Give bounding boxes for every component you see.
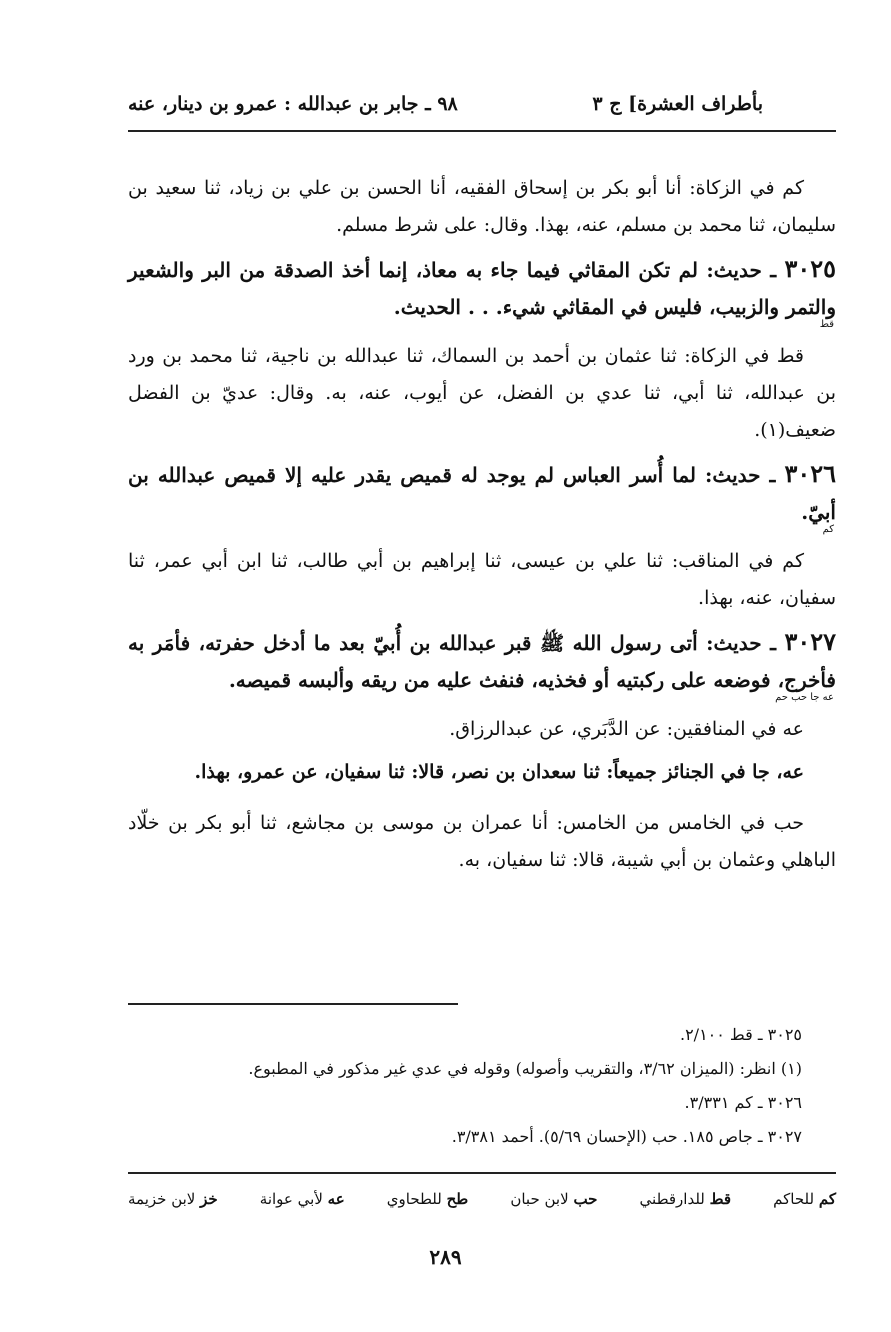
header-chapter-title: ٩٨ ـ جابر بن عبدالله : عمرو بن دينار، عنه	[128, 93, 458, 115]
hadith-siglum: كم	[822, 524, 834, 535]
hadith-siglum: قط	[819, 319, 834, 330]
footnotes	[128, 1018, 836, 1154]
header-volume-title: بأطراف العشرة] ج ٣	[592, 93, 763, 115]
paragraph-5: عه، جا في الجنائز جميعاً: ثنا سعدان بن نصر، قالا: ثنا سفيان، عن عمرو، بهذا.	[194, 761, 804, 783]
footnote-item: (١) انظر: (الميزان ٣/٦٢، والتقريب وأصوله) وقوله في عدي غير مذكور في المطبوع.	[248, 1059, 802, 1078]
main-text	[128, 170, 836, 885]
paragraph-1: كم في الزكاة: أنا أبو بكر بن إسحاق الفقيه، أنا الحسن بن علي بن زياد، ثنا سعيد بن سليمان، ثنا محمد بن مسلم، عنه، بهذا. وقال: على شرط مسلم.	[128, 177, 836, 236]
hadith-3027	[128, 623, 836, 703]
running-header	[128, 84, 763, 124]
hadith-text: ـ حديث: أتى رسول الله ﷺ قبر عبدالله بن أُبيّ بعد ما أدخل حفرته، فأمَر به فأخرج، فوضعه على ركبتيه أو فخذيه، فنفث عليه من ريقه وألبسه قميصه.	[128, 631, 836, 692]
page-number: ٢٨٩	[429, 1245, 462, 1269]
paragraph-2: قط في الزكاة: ثنا عثمان بن أحمد بن السماك، ثنا عبدالله بن ناجية، ثنا محمد بن ورد بن عبدالله، ثنا أبي، ثنا عدي بن الفضل، عن أيوب، عنه، به. وقال: عديّ بن الفضل ضعيف(١).	[128, 345, 836, 441]
hadith-number: ٣٠٢٦	[784, 459, 836, 488]
paragraph-6: حب في الخامس من الخامس: أنا عمران بن موسى بن مجاشع، ثنا أبو بكر بن خلّاد الباهلي وعثمان بن أبي شيبة، قالا: ثنا سفيان، به.	[128, 812, 836, 871]
hadith-number: ٣٠٢٧	[784, 627, 836, 656]
legend-item: قط للدارقطني	[639, 1190, 732, 1208]
legend-item: طح للطحاوي	[386, 1190, 469, 1208]
paragraph-4: عه في المنافقين: عن الدَّبَري، عن عبدالرزاق.	[449, 718, 804, 740]
abbreviation-legend	[128, 1190, 836, 1208]
legend-item: خز لابن خزيمة	[128, 1190, 218, 1208]
hadith-text: ـ حديث: لم تكن المقاثي فيما جاء به معاذ، إنما أخذ الصدقة من البر والشعير والتمر والزبيب، فليس في المقاثي شيء. . . الحديث.	[128, 258, 836, 319]
hadith-siglum: عه جا حب حم	[775, 692, 834, 703]
legend-item: حب لابن حبان	[510, 1190, 598, 1208]
paragraph-3: كم في المناقب: ثنا علي بن عيسى، ثنا إبراهيم بن أبي طالب، ثنا ابن أبي عمر، ثنا سفيان، عنه، بهذا.	[128, 550, 836, 609]
footnote-item: ٣٠٢٥ ـ قط ٢/١٠٠.	[679, 1025, 802, 1044]
legend-item: عه لأبي عوانة	[259, 1190, 345, 1208]
footnote-item: ٣٠٢٦ ـ كم ٣/٣٣١.	[684, 1093, 802, 1112]
footnote-item: ٣٠٢٧ ـ جاص ١٨٥. حب (الإحسان ٥/٦٩). أحمد ٣/٣٨١.	[451, 1127, 802, 1146]
legend-item: كم للحاكم	[773, 1190, 836, 1208]
hadith-number: ٣٠٢٥	[784, 254, 836, 283]
footnote-rule	[128, 1003, 458, 1005]
hadith-3026	[128, 455, 836, 535]
hadith-3025	[128, 250, 836, 330]
header-rule	[128, 130, 836, 132]
legend-rule	[128, 1172, 836, 1174]
hadith-text: ـ حديث: لما أُسر العباس لم يوجد له قميص يقدر عليه إلا قميص عبدالله بن أبيّ.	[128, 463, 836, 524]
